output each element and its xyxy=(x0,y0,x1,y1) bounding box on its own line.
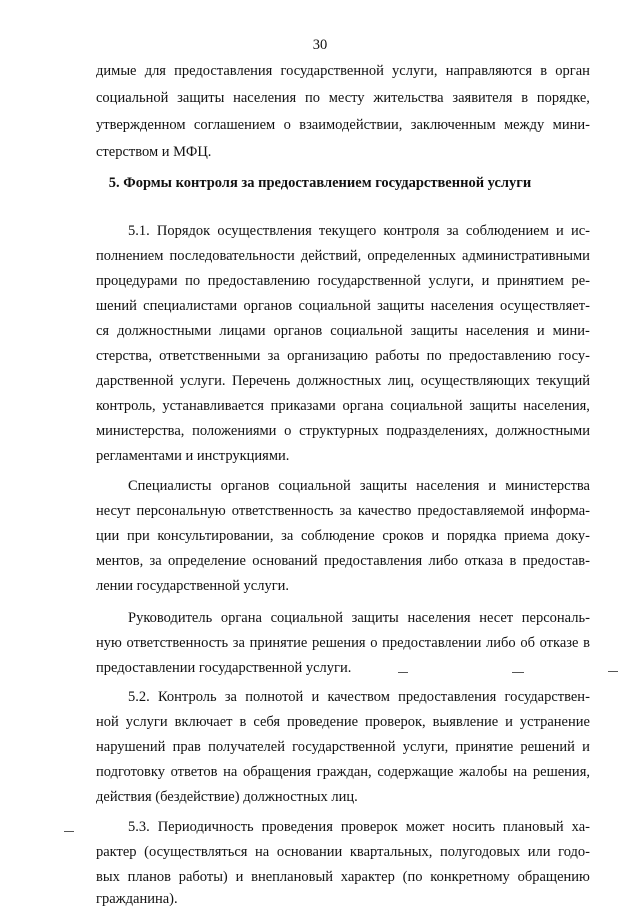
word: включает xyxy=(174,714,233,730)
word: услуги xyxy=(125,714,168,730)
word: действий, xyxy=(300,248,362,264)
word: рактер xyxy=(96,844,137,860)
word: услуги, xyxy=(402,739,449,755)
word: государственной xyxy=(136,578,244,594)
paragraph-line xyxy=(96,890,590,908)
word: за xyxy=(339,503,352,519)
word: Контроль xyxy=(157,689,217,705)
word: направляются xyxy=(445,63,533,79)
word: ответственность xyxy=(126,635,229,651)
paragraph-line xyxy=(96,447,590,465)
word: устранение xyxy=(519,714,590,730)
word: между xyxy=(504,117,545,133)
word: качество xyxy=(357,503,412,519)
word: димые xyxy=(96,63,137,79)
word: (бездействие) xyxy=(155,789,244,805)
word: качеством xyxy=(327,689,390,705)
word: в xyxy=(540,63,548,79)
paragraph-line xyxy=(96,347,590,365)
word: структурных xyxy=(299,423,379,439)
word: дарственной xyxy=(96,373,174,389)
word: в xyxy=(239,714,247,730)
word: должностных xyxy=(243,789,332,805)
word: соблюдение xyxy=(300,528,375,544)
paragraph-line xyxy=(96,372,590,390)
word: по xyxy=(426,348,442,364)
word: мини- xyxy=(552,323,590,339)
word: Перечень xyxy=(231,373,291,389)
word: социальной xyxy=(96,90,169,106)
paragraph-line xyxy=(96,527,590,545)
word: или xyxy=(527,844,551,860)
word: действия xyxy=(96,789,156,805)
word: плановый xyxy=(502,819,564,835)
word: за xyxy=(149,553,162,569)
paragraph-line xyxy=(128,688,590,706)
word: Руководитель xyxy=(128,610,213,626)
word: определение xyxy=(168,553,246,569)
word: должностными xyxy=(117,323,212,339)
word: об xyxy=(520,635,535,651)
word: услуги, xyxy=(392,63,438,79)
word: государственной xyxy=(317,273,421,289)
word: социальной xyxy=(390,398,463,414)
word: подразделениях, xyxy=(386,423,488,439)
word: консультировании, xyxy=(157,528,274,544)
word: по xyxy=(185,273,201,289)
word: защиты xyxy=(351,610,399,626)
word: ментов, xyxy=(96,553,144,569)
word: прав xyxy=(172,739,201,755)
word: органов xyxy=(273,323,323,339)
word: Специалисты xyxy=(128,478,212,494)
word: может xyxy=(405,819,445,835)
word: должностных xyxy=(296,373,382,389)
word: нарушений xyxy=(96,739,166,755)
word: стерства, xyxy=(96,348,152,364)
word: обращению xyxy=(517,869,590,885)
word: 5.3. xyxy=(128,819,150,835)
paragraph-line xyxy=(96,868,590,886)
word: внеплановый xyxy=(251,869,333,885)
word: получателей xyxy=(208,739,285,755)
word: несут xyxy=(96,503,131,519)
word: ции xyxy=(96,528,120,544)
paragraph-line xyxy=(96,843,590,861)
word: осуществления xyxy=(217,223,312,239)
word: принятие xyxy=(249,635,308,651)
word: проведение xyxy=(287,714,359,730)
word: заявителя xyxy=(452,90,513,106)
word: Порядок xyxy=(156,223,211,239)
word: при xyxy=(126,528,150,544)
word: госу- xyxy=(558,348,590,364)
word: отказе xyxy=(539,635,579,651)
word: несет xyxy=(479,610,514,626)
word: и xyxy=(235,869,244,885)
word: осуществляет- xyxy=(499,298,590,314)
word: конкретному xyxy=(430,869,510,885)
word: либо xyxy=(428,553,459,569)
word: планов xyxy=(127,869,171,885)
paragraph-line xyxy=(96,62,590,80)
word: защиты xyxy=(177,90,225,106)
word: предостав- xyxy=(522,553,590,569)
word: текущий xyxy=(536,373,590,389)
scan-mark xyxy=(398,672,408,673)
word: утвержденном xyxy=(96,117,186,133)
word: осуществляющих xyxy=(420,373,531,389)
paragraph-line xyxy=(96,713,590,731)
word: работы) xyxy=(178,869,228,885)
word: административными xyxy=(462,248,590,264)
word: ответственными xyxy=(159,348,261,364)
word: порядке, xyxy=(536,90,590,106)
word: и xyxy=(582,739,590,755)
paragraph-line xyxy=(128,609,590,627)
paragraph-line xyxy=(96,502,590,520)
word: защиты xyxy=(359,478,408,494)
word: по xyxy=(304,90,320,106)
word: государствен- xyxy=(504,689,590,705)
word: себя xyxy=(253,714,281,730)
word: в xyxy=(509,553,517,569)
word: населения xyxy=(407,610,471,626)
word: граждан, xyxy=(316,764,372,780)
word: и xyxy=(488,478,497,494)
word: содержащие xyxy=(377,764,454,780)
paragraph-line xyxy=(96,247,590,265)
paragraph-line xyxy=(96,738,590,756)
word: органа xyxy=(342,398,384,414)
paragraph-line xyxy=(96,659,590,677)
paragraph-line xyxy=(96,322,590,340)
word: о xyxy=(283,117,291,133)
word: шений xyxy=(96,298,137,314)
word: проведения xyxy=(261,819,333,835)
word: органов xyxy=(220,478,270,494)
word: подготовку xyxy=(96,764,165,780)
word: министерства xyxy=(505,478,590,494)
word: государственной xyxy=(280,63,384,79)
word: оснований xyxy=(252,553,318,569)
word: предоставления xyxy=(324,553,423,569)
word: ре- xyxy=(571,273,590,289)
word: инструкциями. xyxy=(196,448,290,464)
word: и xyxy=(556,223,564,239)
paragraph-line xyxy=(96,89,590,107)
word: защиты xyxy=(377,298,425,314)
word: 5.2. xyxy=(128,689,150,705)
word: министерства, xyxy=(96,423,185,439)
word: предоставления xyxy=(398,689,497,705)
word: отказа xyxy=(464,553,504,569)
word: решений xyxy=(520,739,575,755)
word: и xyxy=(481,273,490,289)
paragraph-line xyxy=(96,788,590,806)
word: соблюдением xyxy=(465,223,549,239)
paragraph-line xyxy=(96,297,590,315)
word: и xyxy=(185,448,197,464)
word: ис- xyxy=(570,223,590,239)
word: основании xyxy=(276,844,343,860)
word: за xyxy=(446,223,459,239)
word: ную xyxy=(96,635,122,651)
word: органа xyxy=(220,610,262,626)
word: на xyxy=(513,764,528,780)
word: и xyxy=(311,689,320,705)
word: предоставлению xyxy=(207,273,310,289)
word: процедурами xyxy=(96,273,178,289)
word: ответов xyxy=(170,764,218,780)
word: населения xyxy=(233,90,297,106)
word: сроков xyxy=(382,528,424,544)
paragraph-line xyxy=(96,634,590,652)
word: контроля xyxy=(383,223,440,239)
word: населения xyxy=(430,298,494,314)
word: за xyxy=(224,689,237,705)
word: либо xyxy=(486,635,516,651)
word: мини- xyxy=(552,117,590,133)
word: в xyxy=(521,90,529,106)
word: жительства xyxy=(373,90,444,106)
word: проверок xyxy=(340,819,398,835)
word: должностными xyxy=(495,423,590,439)
word: защиты xyxy=(469,398,517,414)
word: услуги, xyxy=(428,273,475,289)
word: ной xyxy=(96,714,119,730)
word: предоставления xyxy=(174,63,273,79)
word: социальной xyxy=(298,298,371,314)
word: заключенным xyxy=(410,117,496,133)
paragraph-line xyxy=(96,577,590,595)
word: жалобы xyxy=(459,764,508,780)
word: организацию xyxy=(287,348,368,364)
word: ответственность xyxy=(231,503,334,519)
word: текущего xyxy=(318,223,377,239)
word: населения, xyxy=(523,398,590,414)
scan-mark xyxy=(608,671,618,672)
word: проверок, xyxy=(365,714,426,730)
word: вых xyxy=(96,869,120,885)
word: обращения xyxy=(243,764,312,780)
word: контроль, xyxy=(96,398,156,414)
word: о xyxy=(370,635,378,651)
paragraph-line xyxy=(96,397,590,415)
paragraph-line xyxy=(128,222,590,240)
word: услуги. xyxy=(180,373,226,389)
word: годо- xyxy=(558,844,590,860)
word: приема xyxy=(504,528,549,544)
word: услуги. xyxy=(243,578,290,594)
word: решения, xyxy=(532,764,590,780)
page-number: 30 xyxy=(312,37,328,53)
word: полнотой xyxy=(245,689,304,705)
word: персональную xyxy=(136,503,226,519)
word: предоставлению xyxy=(448,348,552,364)
paragraph-line xyxy=(96,422,590,440)
word: на xyxy=(255,844,270,860)
word: лении xyxy=(96,578,137,594)
word: характер xyxy=(340,869,395,885)
scan-mark xyxy=(512,672,524,673)
word: месту xyxy=(328,90,365,106)
word: принятие xyxy=(455,739,514,755)
word: стерством xyxy=(96,144,162,160)
word: орган xyxy=(555,63,590,79)
word: предоставлении xyxy=(382,635,482,651)
word: взаимодействии, xyxy=(299,117,403,133)
word: и xyxy=(536,323,545,339)
word: Периодичность xyxy=(157,819,254,835)
word: и xyxy=(431,528,440,544)
section-heading: 5. Формы контроля за предоставлением государственной услуги xyxy=(108,175,532,191)
word: государственной xyxy=(292,739,396,755)
paragraph-line xyxy=(96,272,590,290)
word: квартальных, xyxy=(349,844,433,860)
word: выявление xyxy=(432,714,499,730)
word: ха- xyxy=(571,819,590,835)
word: последовательности xyxy=(169,248,295,264)
word: ся xyxy=(96,323,110,339)
paragraph-line xyxy=(96,143,590,161)
paragraph-line xyxy=(128,477,590,495)
word: населения xyxy=(416,478,480,494)
word: предоставляемой xyxy=(417,503,525,519)
word: решения xyxy=(312,635,366,651)
word: о xyxy=(284,423,292,439)
word: лицами xyxy=(219,323,266,339)
word: информа- xyxy=(530,503,590,519)
word: соглашением xyxy=(193,117,276,133)
word: на xyxy=(223,764,238,780)
paragraph-line xyxy=(96,552,590,570)
paragraph-line xyxy=(96,763,590,781)
word: приказами xyxy=(270,398,336,414)
word: и xyxy=(505,714,513,730)
word: за xyxy=(267,348,280,364)
word: лиц. xyxy=(331,789,358,805)
word: полнением xyxy=(96,248,164,264)
word: органов xyxy=(243,298,293,314)
word: носить xyxy=(452,819,495,835)
word: регламентами xyxy=(96,448,186,464)
word: социальной xyxy=(330,323,403,339)
word: положениями xyxy=(192,423,277,439)
word: за xyxy=(232,635,245,651)
word: порядка xyxy=(446,528,497,544)
scan-mark xyxy=(64,831,74,832)
word: полугодовых xyxy=(439,844,521,860)
word: (осуществляться xyxy=(144,844,248,860)
word: лиц, xyxy=(387,373,415,389)
word: гражданина). xyxy=(96,891,178,907)
word: устанавливается xyxy=(162,398,264,414)
word: предоставлении xyxy=(96,660,199,676)
word: работы xyxy=(375,348,420,364)
word: за xyxy=(281,528,294,544)
word: защиты xyxy=(410,323,458,339)
paragraph-line xyxy=(96,116,590,134)
word: определенных xyxy=(367,248,456,264)
word: услуги. xyxy=(305,660,352,676)
word: специалистами xyxy=(143,298,238,314)
word: доку- xyxy=(556,528,590,544)
word: государственной xyxy=(198,660,306,676)
word: МФЦ. xyxy=(173,144,212,160)
word: социальной xyxy=(278,478,351,494)
word: в xyxy=(583,635,590,651)
word: и xyxy=(161,144,174,160)
word: 5.1. xyxy=(128,223,150,239)
paragraph-line xyxy=(128,818,590,836)
word: социальной xyxy=(270,610,343,626)
word: персональ- xyxy=(521,610,590,626)
word: принятием xyxy=(496,273,564,289)
word: (по xyxy=(402,869,423,885)
word: для xyxy=(144,63,166,79)
word: населения xyxy=(465,323,529,339)
